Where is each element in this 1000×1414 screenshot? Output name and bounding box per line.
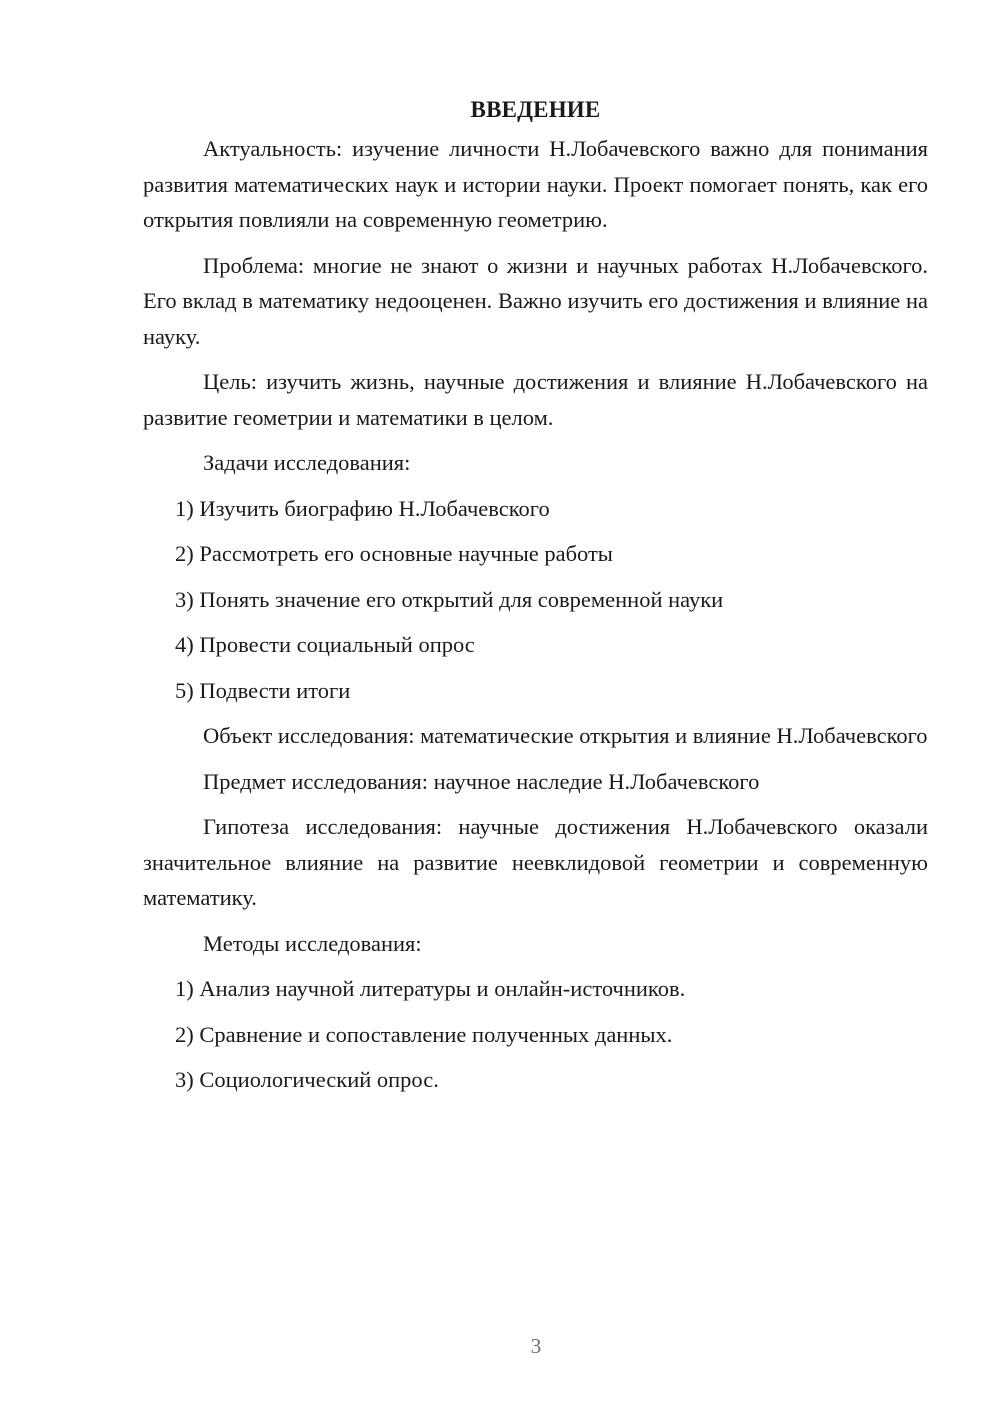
methods-list xyxy=(143,971,928,1098)
tasks-list xyxy=(143,491,928,709)
list-item: 3) Понять значение его открытий для современной науки xyxy=(175,586,724,612)
relevance-paragraph: Актуальность: изучение личности Н.Лобачевского важно для понимания развития математических наук и истории науки. Проект помогает понять, как его открытия повлияли на современную геометрию. xyxy=(143,136,928,232)
list-item: 2) Сравнение и сопоставление полученных данных. xyxy=(175,1021,673,1047)
page-number: 3 xyxy=(530,1334,542,1358)
list-item: 1) Изучить биографию Н.Лобачевского xyxy=(175,495,550,521)
subject-paragraph: Предмет исследования: научное наследие Н.Лобачевского xyxy=(203,768,760,794)
list-item: 4) Провести социальный опрос xyxy=(175,632,475,657)
goal-paragraph: Цель: изучить жизнь, научные достижения и влияние Н.Лобачевского на развитие геометрии и математики в целом. xyxy=(143,369,928,430)
list-item: 5) Подвести итоги xyxy=(175,677,351,703)
list-item: 1) Анализ научной литературы и онлайн-источников. xyxy=(175,976,686,1001)
list-item: 3) Социологический опрос. xyxy=(175,1067,439,1092)
object-paragraph: Объект исследования: математические открытия и влияние Н.Лобачевского xyxy=(203,723,928,748)
list-item: 2) Рассмотреть его основные научные работы xyxy=(175,541,613,566)
problem-paragraph: Проблема: многие не знают о жизни и научных работах Н.Лобачевского. Его вклад в математику недооценен. Важно изучить его достижения и влияние на науку. xyxy=(143,252,928,349)
hypothesis-paragraph: Гипотеза исследования: научные достижения Н.Лобачевского оказали значительное влияние на развитие неевклидовой геометрии и современную математику. xyxy=(143,814,928,910)
tasks-heading: Задачи исследования: xyxy=(203,450,411,475)
methods-heading: Методы исследования: xyxy=(203,930,422,956)
page-title: ВВЕДЕНИЕ xyxy=(470,97,601,122)
page-content xyxy=(143,92,928,1108)
